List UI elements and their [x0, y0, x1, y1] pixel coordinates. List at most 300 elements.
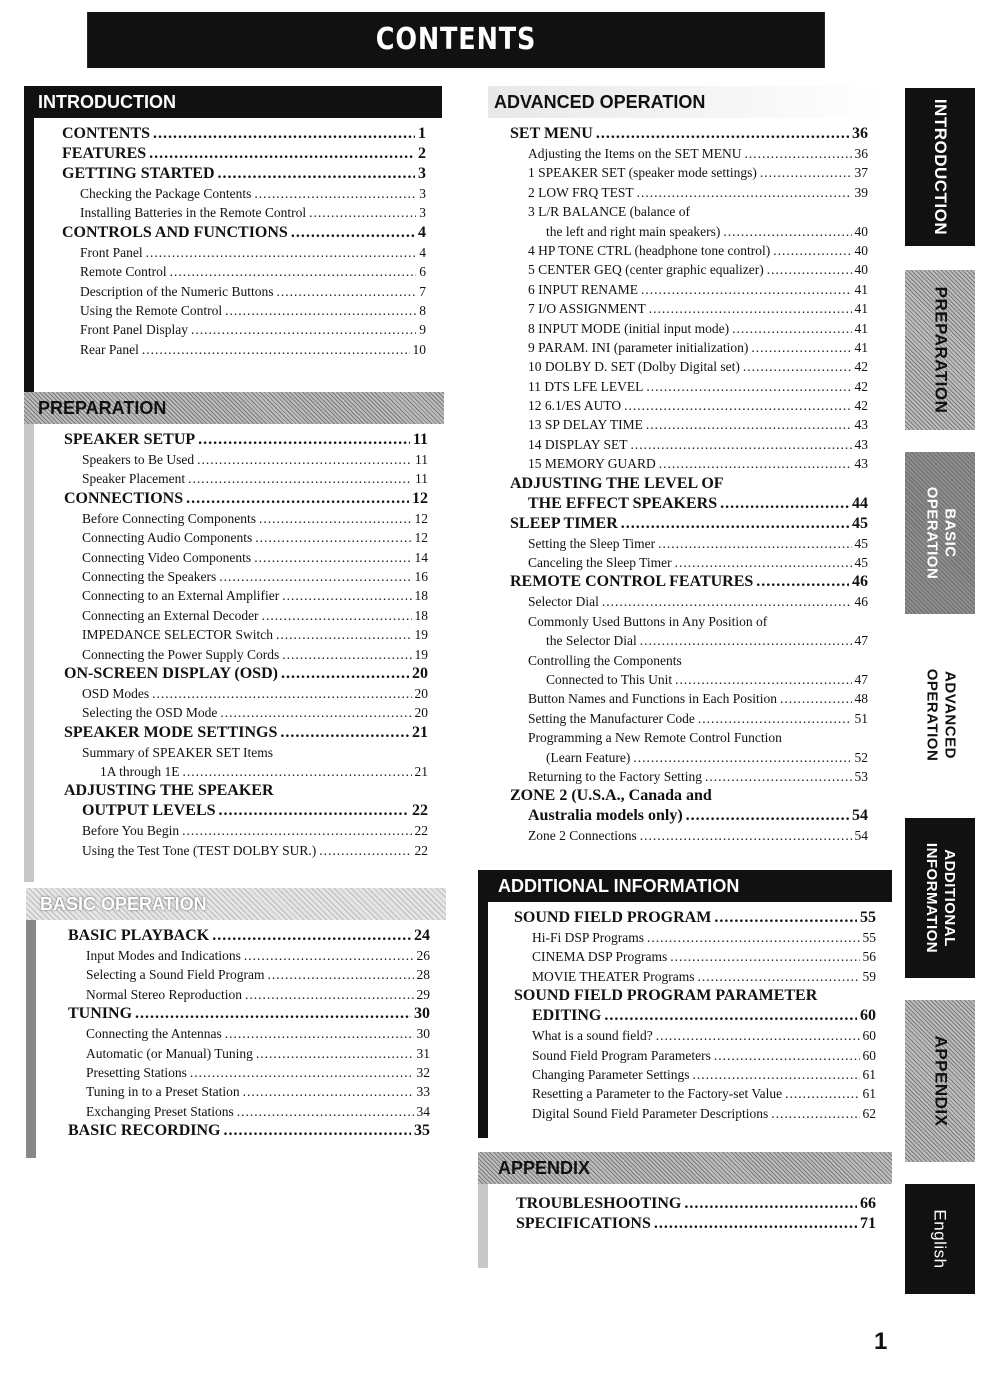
toc-page-number: 29 [416, 986, 430, 1002]
toc-page-number: 30 [416, 1026, 430, 1042]
toc-entry-title: What is a sound field? [532, 1028, 653, 1044]
side-tab-preparation[interactable]: PREPARATION [905, 270, 975, 430]
toc-page-number: 36 [852, 125, 868, 142]
section-header-introduction: INTRODUCTION [24, 86, 442, 118]
toc-entry-title: BASIC RECORDING [68, 1122, 221, 1140]
toc-page-number: 62 [862, 1105, 876, 1121]
toc-subentry [62, 262, 426, 281]
toc-subentry [68, 1082, 430, 1101]
toc-subentry [64, 841, 428, 860]
side-tab-advanced-operation[interactable]: ADVANCED OPERATION [905, 636, 975, 794]
toc-page-number: 14 [414, 549, 428, 565]
toc-chapter-entry [510, 474, 868, 494]
section-advanced-operation [488, 86, 888, 844]
toc-leader-dots [280, 723, 409, 743]
section-additional-information [478, 870, 892, 1138]
toc-subentry [64, 703, 428, 722]
toc-page-number: 42 [854, 378, 868, 394]
toc-entry-title: Connecting the Power Supply Cords [82, 646, 280, 662]
toc-entry-title: Connecting Audio Components [82, 530, 253, 546]
toc-subentry [510, 357, 868, 376]
toc-subentry [510, 709, 868, 728]
toc-entry-title: Automatic (or Manual) Tuning [86, 1045, 253, 1061]
toc-entry-title: Tuning in to a Preset Station [86, 1084, 240, 1100]
toc-leader-dots [309, 203, 416, 222]
toc-leader-dots [684, 1194, 857, 1214]
toc-page-number: 43 [854, 417, 868, 433]
toc-entry-title: Connecting an External Decoder [82, 607, 259, 623]
toc-entry-title: CONTENTS [62, 125, 151, 142]
toc-subentry [510, 338, 868, 357]
toc-leader-dots [198, 430, 410, 450]
toc-leader-dots [282, 586, 411, 605]
toc-entry-title: Selecting a Sound Field Program [86, 967, 265, 983]
toc-leader-dots [698, 967, 860, 986]
toc-subentry [62, 340, 426, 359]
toc-page-number: 7 [419, 283, 426, 299]
toc-page-number: 4 [418, 223, 426, 241]
toc-page-number: 19 [414, 646, 428, 662]
section-body-basic-operation [26, 920, 446, 1158]
toc-entry-title: (Learn Feature) [546, 749, 631, 765]
toc-entry-title: Using the Test Tone (TEST DOLBY SUR.) [82, 842, 317, 858]
toc-page-number: 12 [412, 489, 428, 507]
toc-leader-dots [256, 1044, 414, 1063]
toc-chapter-entry [62, 164, 426, 184]
toc-page-number: 3 [419, 205, 426, 221]
toc-entry-title: Connecting the Speakers [82, 568, 217, 584]
toc-entry-title: OUTPUT LEVELS [82, 802, 216, 820]
toc-page-number: 47 [854, 633, 868, 649]
toc-leader-dots [220, 703, 411, 722]
toc-page-number: 51 [854, 710, 868, 726]
toc-entry-title: 10 DOLBY D. SET (Dolby Digital set) [528, 359, 740, 375]
toc-leader-dots [245, 985, 414, 1004]
toc-subentry [510, 377, 868, 396]
toc-page-number: 21 [414, 764, 428, 780]
toc-leader-dots [631, 435, 852, 454]
toc-leader-dots [771, 1104, 859, 1123]
toc-page-number: 2 [418, 145, 426, 162]
toc-chapter-entry [516, 1194, 876, 1214]
toc-entry-title: Before Connecting Components [82, 510, 256, 526]
toc-entry-title: ADJUSTING THE LEVEL OF [510, 474, 724, 492]
toc-subentry-continued [510, 222, 868, 241]
toc-leader-dots [190, 1063, 414, 1082]
toc-subentry [64, 743, 428, 762]
toc-subentry [510, 689, 868, 708]
toc-leader-dots [654, 1214, 857, 1234]
section-header-advanced-operation: ADVANCED OPERATION [488, 86, 888, 118]
toc-page-number: 46 [852, 573, 868, 591]
toc-subentry [510, 202, 868, 221]
toc-page-number: 31 [416, 1045, 430, 1061]
toc-page-number: 11 [412, 431, 428, 448]
toc-leader-dots [659, 454, 852, 473]
toc-entry-title: Setting the Manufacturer Code [528, 710, 695, 726]
toc-leader-dots [675, 553, 852, 572]
toc-subentry [510, 826, 868, 845]
toc-entry-title: Sound Field Program Parameters [532, 1047, 711, 1063]
toc-subentry [64, 548, 428, 567]
toc-subentry [514, 1046, 876, 1065]
toc-subentry [510, 319, 868, 338]
toc-entry-title: 7 I/O ASSIGNMENT [528, 301, 646, 317]
toc-page-number: 12 [414, 530, 428, 546]
toc-entry-title: Input Modes and Indications [86, 948, 241, 963]
toc-subentry [64, 567, 428, 586]
toc-page-number: 53 [854, 768, 868, 784]
toc-entry-title: 15 MEMORY GUARD [528, 456, 656, 472]
toc-subentry [64, 625, 428, 644]
toc-entry-title: Rear Panel [80, 341, 139, 357]
toc-leader-dots [276, 282, 416, 301]
toc-subentry [514, 967, 876, 986]
toc-entry-title: IMPEDANCE SELECTOR Switch [82, 627, 274, 643]
toc-leader-dots [255, 528, 411, 547]
toc-page-number: 59 [862, 968, 876, 984]
toc-chapter-entry [64, 430, 428, 450]
toc-page-number: 11 [415, 452, 428, 467]
toc-leader-dots [219, 567, 411, 586]
toc-chapter-entry [510, 514, 868, 534]
toc-subentry [68, 1063, 430, 1082]
toc-subentry [510, 454, 868, 473]
toc-page-number: 21 [412, 723, 428, 741]
toc-entry-title: CONTROLS AND FUNCTIONS [62, 223, 288, 241]
toc-subentry [510, 651, 868, 670]
toc-leader-dots [751, 338, 851, 357]
toc-subentry [510, 299, 868, 318]
toc-chapter-entry [516, 1214, 876, 1234]
toc-entry-title: Before You Begin [82, 823, 180, 839]
toc-leader-dots [267, 965, 413, 984]
toc-page-number: 33 [416, 1084, 430, 1100]
section-header-additional-information: ADDITIONAL INFORMATION [478, 870, 892, 902]
toc-entry-title: ON-SCREEN DISPLAY (OSD) [64, 664, 278, 682]
toc-leader-dots [760, 163, 852, 182]
toc-entry-title: Canceling the Sleep Timer [528, 555, 672, 571]
toc-subentry [510, 728, 868, 747]
toc-leader-dots [743, 357, 852, 376]
toc-entry-title: Resetting a Parameter to the Factory-set Value [532, 1086, 783, 1102]
toc-entry-title: Connecting the Antennas [86, 1026, 222, 1042]
toc-page-number: 41 [854, 301, 868, 317]
toc-page-number: 41 [854, 339, 868, 355]
toc-leader-dots [225, 1024, 414, 1043]
toc-page-number: 40 [854, 242, 868, 258]
page-title-banner [87, 12, 825, 68]
toc-entry-title: SOUND FIELD PROGRAM [514, 909, 712, 926]
toc-leader-dots [223, 1121, 411, 1141]
toc-leader-dots [218, 164, 415, 184]
toc-leader-dots [647, 928, 859, 947]
toc-page-number: 18 [414, 588, 428, 604]
toc-chapter-entry [64, 723, 428, 743]
toc-page-number: 60 [862, 1047, 876, 1063]
toc-entry-title: Front Panel [80, 244, 143, 260]
section-body-preparation [24, 424, 444, 882]
toc-page-number: 1 [418, 125, 426, 142]
toc-subentry [64, 586, 428, 605]
toc-entry-title: SLEEP TIMER [510, 514, 618, 532]
toc-leader-dots [637, 183, 852, 202]
toc-entry-title: SPEAKER MODE SETTINGS [64, 723, 278, 741]
toc-page-number: 16 [414, 568, 428, 584]
toc-subentry [68, 1044, 430, 1063]
toc-page-number: 9 [419, 322, 426, 338]
toc-leader-dots [604, 1006, 857, 1026]
toc-entry-title: Controlling the Components [528, 652, 682, 668]
toc-subentry [64, 606, 428, 625]
side-tab-appendix[interactable]: APPENDIX [905, 1000, 975, 1162]
toc-page-number: 40 [854, 262, 868, 278]
toc-page-number: 60 [860, 1007, 876, 1025]
toc-leader-dots [624, 396, 851, 415]
toc-entry-title: FEATURES [62, 145, 147, 162]
toc-page-number: 35 [414, 1122, 430, 1140]
toc-subentry [68, 985, 430, 1004]
toc-chapter-entry [510, 786, 868, 806]
toc-entry-title: 4 HP TONE CTRL (headphone tone control) [528, 242, 771, 258]
toc-subentry [510, 241, 868, 260]
toc-entry-title: 1 SPEAKER SET (speaker mode settings) [528, 165, 757, 181]
toc-entry-title: Digital Sound Field Parameter Descriptions [532, 1105, 769, 1121]
toc-subentry [514, 928, 876, 947]
toc-entry-title: BASIC PLAYBACK [68, 927, 210, 944]
toc-subentry [510, 435, 868, 454]
toc-leader-dots [219, 801, 409, 821]
section-introduction [24, 86, 442, 406]
toc-subentry [68, 1024, 430, 1043]
toc-subentry [62, 301, 426, 320]
toc-chapter-entry-continued [514, 1006, 876, 1026]
toc-leader-dots [191, 320, 416, 339]
toc-chapter-entry [62, 124, 426, 144]
toc-entry-title: Connecting to an External Amplifier [82, 588, 280, 604]
toc-page-number: 36 [854, 146, 868, 161]
toc-leader-dots [686, 806, 849, 826]
toc-chapter-entry [64, 489, 428, 509]
toc-leader-dots [675, 670, 851, 689]
toc-subentry [510, 396, 868, 415]
toc-leader-dots [705, 767, 852, 786]
toc-entry-title: Checking the Package Contents [80, 186, 252, 201]
toc-subentry [64, 469, 428, 488]
toc-page-number: 44 [852, 494, 868, 512]
toc-entry-title: 9 PARAM. INI (parameter initialization) [528, 339, 749, 355]
toc-chapter-entry-continued [510, 494, 868, 514]
toc-page-number: 41 [854, 320, 868, 336]
side-tab-basic-operation[interactable]: BASIC OPERATION [905, 452, 975, 614]
toc-leader-dots [170, 262, 417, 281]
toc-chapter-entry [510, 572, 868, 592]
toc-entry-title: SPECIFICATIONS [516, 1215, 651, 1232]
toc-entry-title: Speaker Placement [82, 471, 186, 487]
toc-subentry [68, 946, 430, 965]
toc-entry-title: SET MENU [510, 125, 593, 142]
toc-entry-title: 11 DTS LFE LEVEL [528, 378, 644, 394]
toc-entry-title: ZONE 2 (U.S.A., Canada and [510, 787, 712, 805]
toc-page-number: 60 [862, 1028, 876, 1044]
toc-leader-dots [756, 572, 849, 592]
toc-subentry [64, 821, 428, 840]
toc-entry-title: 13 SP DELAY TIME [528, 417, 643, 433]
toc-subentry-continued [510, 670, 868, 689]
side-tab-english[interactable]: English [905, 1184, 975, 1294]
toc-page-number: 8 [419, 302, 426, 318]
toc-subentry [514, 947, 876, 966]
toc-leader-dots [698, 709, 852, 728]
toc-subentry [510, 553, 868, 572]
toc-leader-dots [142, 340, 410, 359]
toc-chapter-entry-continued [510, 806, 868, 826]
toc-leader-dots [237, 1102, 414, 1121]
toc-leader-dots [646, 377, 851, 396]
toc-subentry [510, 415, 868, 434]
toc-chapter-entry [510, 124, 868, 144]
toc-leader-dots [714, 1046, 860, 1065]
toc-entry-title: Selector Dial [528, 594, 599, 610]
section-body-appendix [478, 1184, 892, 1268]
toc-entry-title: Description of the Numeric Buttons [80, 283, 274, 299]
toc-page-number: 10 [412, 341, 426, 357]
toc-chapter-entry [62, 144, 426, 164]
toc-leader-dots [640, 826, 852, 845]
toc-chapter-entry [62, 223, 426, 243]
toc-page-number: 6 [419, 264, 426, 280]
toc-entry-title: Button Names and Functions in Each Position [528, 691, 777, 707]
toc-entry-title: 5 CENTER GEQ (center graphic equalizer) [528, 262, 764, 278]
toc-entry-title: Programming a New Remote Control Function [528, 730, 782, 746]
toc-page-number: 55 [860, 909, 876, 926]
toc-entry-title: Adjusting the Items on the SET MENU [528, 146, 742, 161]
toc-page-number: 52 [854, 749, 868, 765]
toc-entry-title: EDITING [532, 1007, 602, 1025]
toc-page-number: 24 [414, 927, 430, 944]
toc-page-number: 22 [412, 802, 428, 820]
toc-entry-title: 2 LOW FRQ TEST [528, 184, 634, 200]
toc-page-number: 71 [860, 1215, 876, 1232]
toc-entry-title: 14 DISPLAY SET [528, 436, 628, 452]
toc-chapter-entry [68, 1004, 430, 1024]
toc-entry-title: Connecting Video Components [82, 549, 252, 565]
toc-entry-title: Presetting Stations [86, 1064, 187, 1080]
toc-entry-title: Remote Control [80, 264, 167, 280]
toc-entry-title: TROUBLESHOOTING [516, 1195, 682, 1212]
toc-leader-dots [281, 664, 409, 684]
toc-leader-dots [658, 534, 851, 553]
toc-entry-title: Zone 2 Connections [528, 828, 637, 844]
toc-page-number: 37 [854, 165, 868, 181]
toc-subentry [510, 767, 868, 786]
toc-page-number: 45 [854, 555, 868, 571]
toc-page-number: 32 [416, 1064, 430, 1080]
toc-page-number: 20 [414, 705, 428, 721]
toc-entry-title: 8 INPUT MODE (initial input mode) [528, 320, 730, 336]
toc-leader-dots [243, 1082, 414, 1101]
toc-entry-title: THE EFFECT SPEAKERS [528, 494, 718, 512]
toc-page-number: 3 [418, 165, 426, 182]
toc-leader-dots [244, 946, 414, 965]
toc-leader-dots [183, 762, 412, 781]
toc-subentry [514, 1065, 876, 1084]
toc-leader-dots [197, 450, 412, 469]
toc-page-number: 54 [852, 807, 868, 825]
section-basic-operation [26, 888, 446, 1158]
toc-page-number: 48 [854, 691, 868, 707]
section-header-preparation: PREPARATION [24, 392, 444, 424]
toc-subentry [62, 282, 426, 301]
toc-subentry [64, 645, 428, 664]
toc-subentry [510, 183, 868, 202]
toc-page-number: 39 [854, 184, 868, 200]
section-header-appendix: APPENDIX [478, 1152, 892, 1184]
toc-entry-title: 3 L/R BALANCE (balance of [528, 204, 690, 220]
toc-leader-dots [621, 514, 849, 534]
toc-subentry-continued [510, 631, 868, 650]
toc-page-number: 26 [416, 948, 430, 963]
toc-page-number: 56 [862, 949, 876, 965]
toc-subentry [68, 965, 430, 984]
toc-page-number: 3 [419, 186, 426, 201]
toc-leader-dots [656, 1026, 860, 1045]
toc-subentry [62, 243, 426, 262]
toc-entry-title: 1A through 1E [100, 764, 180, 780]
toc-entry-title: Changing Parameter Settings [532, 1066, 690, 1082]
toc-leader-dots [692, 1065, 859, 1084]
toc-leader-dots [182, 821, 411, 840]
toc-page-number: 20 [412, 664, 428, 682]
toc-chapter-entry [68, 1121, 430, 1141]
toc-entry-title: Using the Remote Control [80, 302, 223, 318]
toc-leader-dots [723, 222, 851, 241]
side-tab-introduction[interactable]: INTRODUCTION [905, 88, 975, 246]
toc-subentry [510, 163, 868, 182]
toc-subentry [68, 1102, 430, 1121]
section-header-basic-operation: BASIC OPERATION [26, 888, 446, 920]
toc-entry-title: SOUND FIELD PROGRAM PARAMETER [514, 987, 818, 1005]
toc-entry-title: Connected to This Unit [546, 671, 673, 687]
toc-entry-title: CINEMA DSP Programs [532, 949, 668, 965]
toc-leader-dots [633, 748, 851, 767]
toc-page-number: 43 [854, 456, 868, 472]
toc-leader-dots [646, 415, 852, 434]
toc-page-number: 40 [854, 223, 868, 239]
toc-subentry [510, 592, 868, 611]
toc-subentry [510, 612, 868, 631]
toc-entry-title: Front Panel Display [80, 322, 188, 338]
toc-leader-dots [714, 908, 857, 928]
toc-chapter-entry [514, 986, 876, 1006]
toc-leader-dots [188, 469, 412, 488]
toc-page-number: 45 [852, 514, 868, 532]
toc-entry-title: GETTING STARTED [62, 165, 215, 182]
toc-subentry [514, 1084, 876, 1103]
toc-page-number: 20 [414, 685, 428, 701]
toc-entry-title: 6 INPUT RENAME [528, 281, 639, 297]
toc-entry-title: Summary of SPEAKER SET Items [82, 744, 274, 760]
toc-leader-dots [596, 124, 849, 144]
toc-leader-dots [670, 947, 859, 966]
section-body-additional-information [478, 902, 892, 1138]
toc-leader-dots [641, 280, 851, 299]
toc-page-number: 43 [854, 436, 868, 452]
section-body-introduction [24, 118, 442, 406]
toc-leader-dots [276, 625, 411, 644]
toc-page-number: 66 [860, 1195, 876, 1212]
side-tab-additional-information[interactable]: ADDITIONAL INFORMATION [905, 818, 975, 978]
